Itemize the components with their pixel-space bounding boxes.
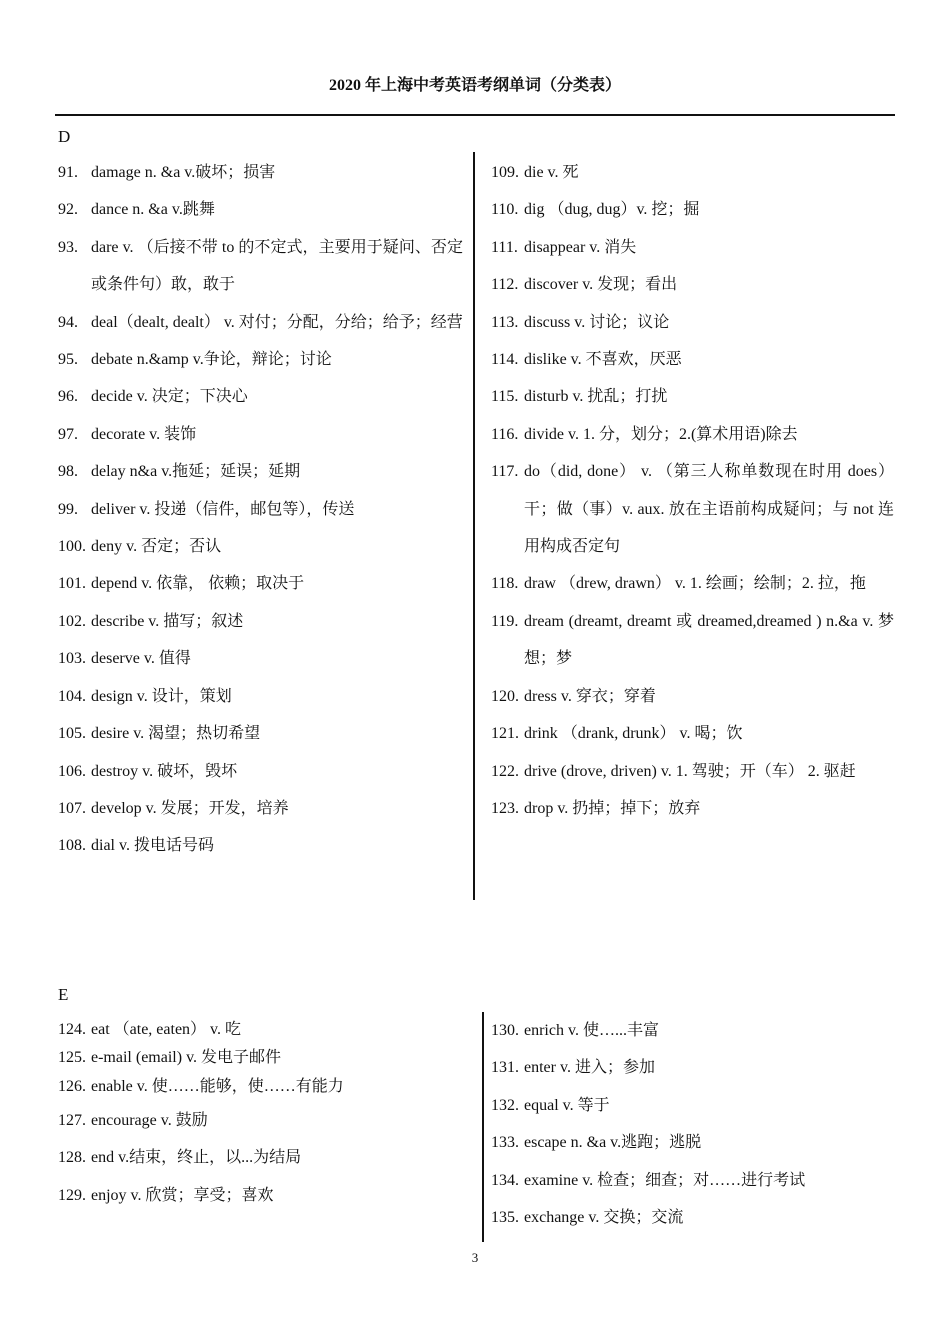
entry-text: discuss v. 讨论；议论 <box>524 313 670 331</box>
entry-number: 108. <box>58 837 86 855</box>
entry-text: decorate v. 装饰 <box>91 425 197 443</box>
entry-number: 115. <box>491 388 519 406</box>
entry-text: disappear v. 消失 <box>524 238 637 256</box>
entry-number: 106. <box>58 762 86 780</box>
list-item <box>58 229 463 304</box>
list-item <box>58 790 463 827</box>
entry-number: 105. <box>58 725 86 743</box>
entry-number: 116. <box>491 425 519 443</box>
entry-number: 95. <box>58 351 78 369</box>
entry-number: 133. <box>491 1134 519 1152</box>
entry-number: 93. <box>58 238 78 256</box>
entry-number: 119. <box>491 612 519 630</box>
entry-text: equal v. 等于 <box>524 1096 610 1114</box>
list-item <box>58 565 463 602</box>
list-item <box>58 1016 463 1044</box>
list-item <box>58 1102 463 1139</box>
entry-text: enter v. 进入；参加 <box>524 1059 655 1077</box>
entry-text: deserve v. 值得 <box>91 650 191 668</box>
entry-number: 124. <box>58 1021 86 1038</box>
list-item <box>58 453 463 490</box>
list-item <box>58 154 463 191</box>
entry-number: 118. <box>491 575 519 593</box>
entry-number: 122. <box>491 762 519 780</box>
entry-text: discover v. 发现；看出 <box>524 276 678 294</box>
entry-text: damage n. &a v.破坏；损害 <box>91 164 276 181</box>
list-item <box>491 154 894 191</box>
title-divider <box>55 114 895 116</box>
entry-text: enjoy v. 欣赏；享受；喜欢 <box>91 1186 274 1204</box>
entry-number: 110. <box>491 201 519 219</box>
section-letter-d: D <box>58 127 71 146</box>
list-item <box>58 528 463 565</box>
entry-text: dig （dug, dug）v. 挖；掘 <box>524 201 700 219</box>
entry-text: drink （drank, drunk） v. 喝；饮 <box>524 725 743 743</box>
entry-text: end v.结束，终止，以...为结局 <box>91 1149 302 1167</box>
list-item <box>58 827 463 864</box>
entry-text: drop v. 扔掉；掉下；放弃 <box>524 799 701 817</box>
list-item <box>491 378 894 415</box>
entry-text: dream (dreamt, dreamt 或 dreamed,dreamed ) n.&a v. 梦想；梦 <box>524 612 894 668</box>
entry-number: 117. <box>491 463 519 481</box>
section-e-right-column <box>491 1012 894 1236</box>
list-item <box>491 715 894 752</box>
list-item <box>58 640 463 677</box>
list-item <box>58 191 463 228</box>
entry-text: dislike v. 不喜欢，厌恶 <box>524 351 682 369</box>
list-item <box>491 678 894 715</box>
entry-text: exchange v. 交换；交流 <box>524 1209 684 1227</box>
list-item <box>58 1139 463 1176</box>
list-item <box>58 1044 463 1072</box>
entry-number: 103. <box>58 650 86 668</box>
entry-number: 112. <box>491 276 519 294</box>
entry-number: 129. <box>58 1186 86 1204</box>
list-item <box>58 341 463 378</box>
section-letter-e: E <box>58 985 69 1004</box>
entry-number: 107. <box>58 799 86 817</box>
entry-text: deal（dealt, dealt） v. 对付；分配，分给；给予；经营 <box>91 313 463 331</box>
list-item <box>491 1087 894 1124</box>
entry-text: dial v. 拨电话号码 <box>91 837 214 855</box>
entry-number: 101. <box>58 575 86 593</box>
entry-text: depend v. 依靠， 依赖；取决于 <box>91 575 305 593</box>
entry-number: 126. <box>58 1078 86 1095</box>
list-item <box>491 453 894 565</box>
list-item <box>58 1072 463 1102</box>
list-item <box>491 603 894 678</box>
list-item <box>491 191 894 228</box>
entry-text: examine v. 检查；细查；对……进行考试 <box>524 1171 806 1189</box>
entry-text: describe v. 描写；叙述 <box>91 612 244 630</box>
entry-number: 99. <box>58 500 78 518</box>
list-item <box>58 1177 463 1214</box>
list-item <box>491 416 894 453</box>
list-item <box>491 229 894 266</box>
entry-text: divide v. 1. 分，划分；2.(算术用语)除去 <box>524 425 798 443</box>
entry-text: die v. 死 <box>524 164 579 181</box>
entry-number: 104. <box>58 687 86 705</box>
list-item <box>491 266 894 303</box>
entry-text: disturb v. 扰乱；打扰 <box>524 388 668 406</box>
entry-number: 128. <box>58 1149 86 1167</box>
list-item <box>58 416 463 453</box>
entry-number: 98. <box>58 463 78 481</box>
entry-number: 114. <box>491 351 519 369</box>
page-title: 2020 年上海中考英语考纲单词（分类表） <box>328 77 621 94</box>
list-item <box>491 304 894 341</box>
entry-number: 113. <box>491 313 519 331</box>
list-item <box>491 1012 894 1049</box>
entry-text: eat （ate, eaten） v. 吃 <box>91 1021 242 1038</box>
entry-number: 132. <box>491 1096 519 1114</box>
entry-number: 135. <box>491 1209 519 1227</box>
entry-text: desire v. 渴望；热切希望 <box>91 725 261 743</box>
list-item <box>491 1162 894 1199</box>
entry-text: drive (drove, driven) v. 1. 驾驶；开（车） 2. 驱赶 <box>524 762 856 780</box>
entry-text: dress v. 穿衣；穿着 <box>524 687 656 705</box>
list-item <box>58 491 463 528</box>
entry-number: 100. <box>58 538 86 556</box>
entry-number: 102. <box>58 612 86 630</box>
list-item <box>58 715 463 752</box>
entry-text: do（did, done） v. （第三人称单数现在时用 does）干；做（事）v. aux. 放在主语前构成疑问；与 not 连用构成否定句 <box>524 463 894 556</box>
entry-text: design v. 设计，策划 <box>91 687 232 705</box>
entry-number: 111. <box>491 238 518 256</box>
entry-number: 125. <box>58 1049 86 1066</box>
list-item <box>491 565 894 602</box>
entry-text: enrich v. 使…...丰富 <box>524 1022 659 1039</box>
list-item <box>58 378 463 415</box>
section-e-left-column <box>58 1016 463 1214</box>
section-d-right-column <box>491 154 894 827</box>
column-divider <box>473 152 475 900</box>
entry-text: draw （drew, drawn） v. 1. 绘画；绘制；2. 拉，拖 <box>524 575 866 593</box>
entry-number: 97. <box>58 425 78 443</box>
list-item <box>491 753 894 790</box>
list-item <box>491 1049 894 1086</box>
page-number: 3 <box>471 1250 479 1265</box>
entry-number: 96. <box>58 388 78 406</box>
entry-text: destroy v. 破坏，毁坏 <box>91 762 238 780</box>
entry-number: 130. <box>491 1022 519 1039</box>
entry-text: encourage v. 鼓励 <box>91 1112 208 1129</box>
entry-number: 109. <box>491 164 519 181</box>
column-divider <box>482 1012 484 1242</box>
list-item <box>58 304 463 341</box>
entry-text: deny v. 否定；否认 <box>91 538 222 556</box>
entry-text: delay n&a v.拖延；延误；延期 <box>91 463 301 481</box>
entry-number: 123. <box>491 799 519 817</box>
list-item <box>491 341 894 378</box>
entry-number: 131. <box>491 1059 519 1077</box>
list-item <box>58 678 463 715</box>
entry-text: develop v. 发展；开发，培养 <box>91 799 289 817</box>
entry-number: 127. <box>58 1112 86 1129</box>
entry-text: escape n. &a v.逃跑；逃脱 <box>524 1134 702 1152</box>
list-item <box>491 1124 894 1161</box>
entry-number: 92. <box>58 201 78 219</box>
entry-number: 120. <box>491 687 519 705</box>
list-item <box>491 1199 894 1236</box>
entry-number: 94. <box>58 313 78 331</box>
list-item <box>491 790 894 827</box>
entry-number: 134. <box>491 1171 519 1189</box>
list-item <box>58 753 463 790</box>
entry-text: dance n. &a v.跳舞 <box>91 201 215 219</box>
entry-text: dare v. （后接不带 to 的不定式，主要用于疑问、否定或条件句）敢，敢于 <box>91 238 463 294</box>
entry-text: decide v. 决定；下决心 <box>91 388 248 406</box>
list-item <box>58 603 463 640</box>
section-d-left-column <box>58 154 463 865</box>
entry-number: 121. <box>491 725 519 743</box>
entry-text: enable v. 使……能够，使……有能力 <box>91 1078 344 1095</box>
entry-text: e-mail (email) v. 发电子邮件 <box>91 1049 282 1066</box>
entry-number: 91. <box>58 164 78 181</box>
entry-text: debate n.&amp v.争论，辩论；讨论 <box>91 351 332 369</box>
entry-text: deliver v. 投递（信件，邮包等），传送 <box>91 500 355 518</box>
